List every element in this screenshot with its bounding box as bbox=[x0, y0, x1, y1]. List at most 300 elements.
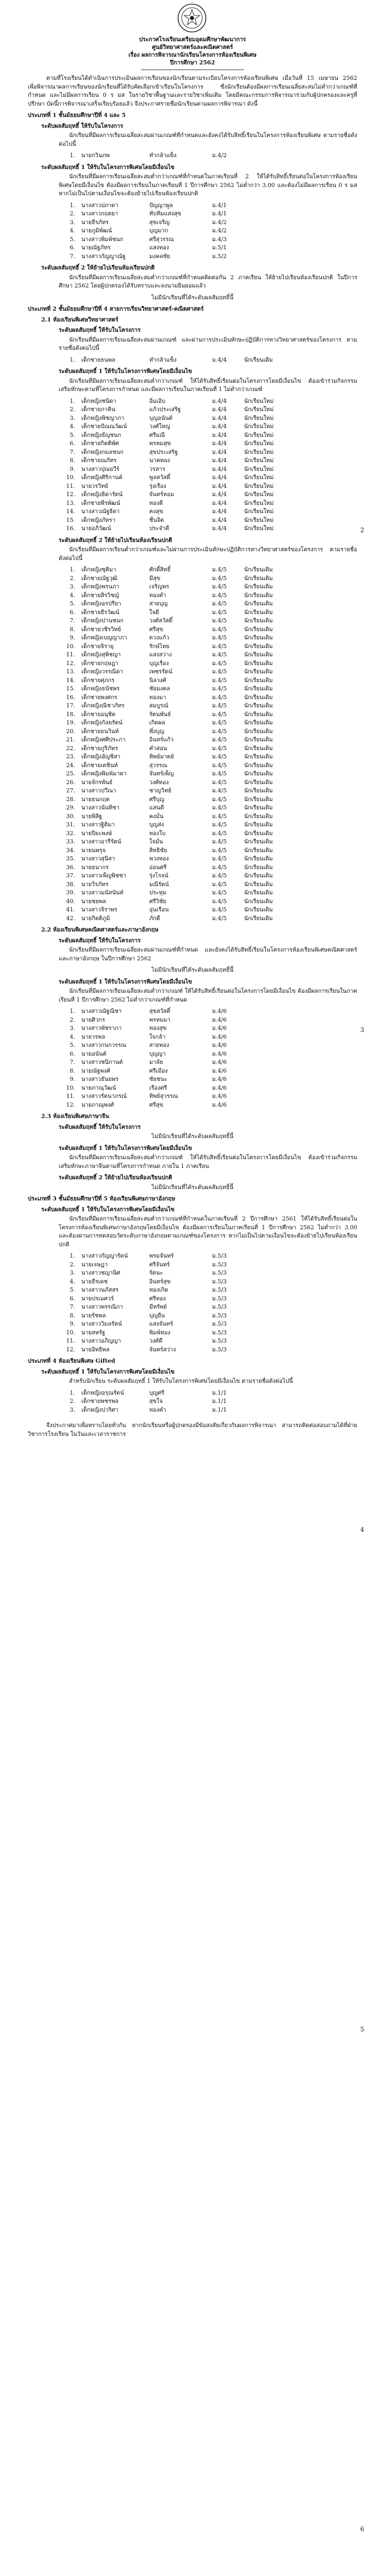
student-last-name: มณีรัตน์ bbox=[149, 880, 169, 888]
student-class: ม.5/3 bbox=[212, 1312, 227, 1319]
student-last-name: ทองสุข bbox=[149, 1025, 167, 1032]
table-row bbox=[61, 405, 309, 414]
student-class: ม.4/2 bbox=[212, 227, 227, 234]
student-remark: นักเรียนเดิม bbox=[244, 804, 273, 811]
student-remark bbox=[241, 1050, 309, 1059]
table-row bbox=[61, 448, 309, 457]
student-class: ม.4/4 bbox=[212, 431, 227, 438]
student-first-name: เด็กชายณภัทร bbox=[81, 457, 117, 464]
student-first-name: เด็กหญิงพรนภา bbox=[81, 583, 119, 590]
no-students-note: ไม่มีนักเรียนที่ได้ระดับผลสัมฤทธิ์นี้ bbox=[151, 967, 234, 974]
student-last-name: สุวรรณ bbox=[149, 761, 167, 769]
table-row bbox=[61, 668, 309, 676]
row-number: 11. bbox=[66, 1337, 75, 1345]
section-2-3-b: ระดับผลสัมฤทธิ์ 1 ให้รับในโครงการพิเศษโดยมีเงื่อนไข bbox=[59, 1144, 192, 1151]
roster-table bbox=[61, 151, 309, 160]
row-number: 12. bbox=[66, 1346, 75, 1353]
student-first-name: นางสาวฐิติมา bbox=[81, 821, 115, 828]
student-class: ม.4/6 bbox=[212, 1025, 227, 1032]
table-row bbox=[61, 422, 309, 431]
table-row bbox=[61, 1286, 309, 1295]
student-first-name: นายธีรภัทร bbox=[81, 218, 109, 226]
student-remark: นักเรียนเดิม bbox=[244, 591, 273, 599]
table-row bbox=[61, 906, 309, 914]
table-row bbox=[61, 1346, 309, 1354]
student-first-name: นางสาวมนัสนันท์ bbox=[81, 889, 124, 896]
student-remark: นักเรียนเดิม bbox=[244, 356, 273, 363]
student-last-name: ชัยชนะ bbox=[149, 1076, 167, 1083]
student-last-name: สิทธิชัย bbox=[149, 846, 167, 854]
section-2-2-a-desc: นักเรียนที่มีผลการเรียนเฉลี่ยสะสมผ่านเกณฑ์ที่กำหนด และยังคงได้รับสิทธิ์เรียนในโครงการห้องเรียนพิเศษคณิตศาสตร์และภาษาอังกฤษ ในปีการศึกษา 2562 bbox=[59, 946, 357, 962]
student-remark bbox=[241, 1337, 309, 1346]
student-class: ม.4/5 bbox=[212, 651, 227, 658]
student-last-name: ศรีจันทร์ bbox=[149, 1261, 170, 1268]
student-first-name: นายธนากร bbox=[81, 863, 109, 871]
row-number: 5. bbox=[69, 600, 75, 607]
student-last-name: สุขสวัสดิ์ bbox=[149, 1008, 170, 1015]
group-3-desc-1: นักเรียนที่มีผลการเรียนเฉลี่ยสะสมต่ำกว่าเกณฑ์ที่กำหนดในภาคเรียนที่ 2 ปีการศึกษา 2561 ให้ได้รับสิทธิ์เรียนต่อในโครงการห้องเรียนพิเศษภาษาอังกฤษโดยมีเงื่อนไข ต้องมีผลการเรียนในภาคเรียนที่ 1 ปีการศึกษา 2562 ไม่ต่ำกว่า 3.00 และต้องผ่านการทดสอบวัดระดับภาษาอังกฤษตามเกณฑ์ของโครงการ หากไม่เป็นไปตามเงื่อนไขจะต้องย้ายไปเรียนห้องเรียนปกติ bbox=[59, 1215, 357, 1248]
table-row bbox=[61, 482, 309, 491]
student-class: ม.5/3 bbox=[212, 1278, 227, 1285]
table-row bbox=[61, 591, 309, 600]
student-remark bbox=[241, 210, 309, 218]
student-first-name: เด็กชายอนุชิต bbox=[81, 710, 116, 718]
student-remark: นักเรียนใหม่ bbox=[244, 482, 274, 489]
no-students-note: ไม่มีนักเรียนที่ได้ระดับผลสัมฤทธิ์นี้ bbox=[151, 1133, 234, 1140]
student-class: ม.5/3 bbox=[212, 1337, 227, 1345]
group-1-title: ประเภทที่ 1 ชั้นมัธยมศึกษาปีที่ 4 และ 5 bbox=[28, 112, 126, 119]
student-last-name: รัตนพันธ์ bbox=[149, 710, 171, 718]
table-row bbox=[61, 583, 309, 591]
student-class: ม.1/1 bbox=[212, 1389, 227, 1396]
student-first-name: นางสาวนันทิชา bbox=[81, 804, 120, 811]
student-last-name: ศักดิ์สิทธิ์ bbox=[149, 566, 171, 573]
student-first-name: นางสาวพัชราภา bbox=[81, 1025, 122, 1032]
student-first-name: นายกวินภพ bbox=[81, 152, 110, 159]
student-first-name: นายปรเมศวร์ bbox=[81, 1295, 114, 1302]
table-row bbox=[61, 770, 309, 778]
table-row bbox=[61, 227, 309, 235]
student-class: ม.4/5 bbox=[212, 659, 227, 667]
row-number: 3. bbox=[69, 1269, 75, 1277]
group-4-sub-1: ระดับผลสัมฤทธิ์ 1 ให้รับในโครงการพิเศษโดยมีเงื่อนไข bbox=[41, 1368, 175, 1375]
group-4-title: ประเภทที่ 4 ห้องเรียนพิเศษ Gifted bbox=[28, 1358, 115, 1365]
student-last-name: บุญยืน bbox=[149, 1312, 165, 1319]
student-first-name: นายภาณุวัฒน์ bbox=[81, 1084, 116, 1091]
row-number: 5. bbox=[69, 235, 75, 243]
student-class: ม.5/2 bbox=[212, 252, 227, 260]
student-first-name: เด็กหญิงชนิดา bbox=[81, 397, 116, 404]
student-remark: นักเรียนใหม่ bbox=[244, 474, 274, 481]
student-remark: นักเรียนเดิม bbox=[244, 685, 273, 692]
student-remark: นักเรียนใหม่ bbox=[244, 525, 274, 532]
table-row bbox=[61, 600, 309, 608]
student-first-name: นางสาวกัญญาณัฐ bbox=[81, 252, 126, 260]
student-first-name: นายภูมิพัฒน์ bbox=[81, 227, 112, 234]
table-row bbox=[61, 397, 309, 406]
row-number: 24. bbox=[66, 761, 75, 769]
student-last-name: เจริญพร bbox=[149, 583, 169, 590]
student-class: ม.4/5 bbox=[212, 906, 227, 913]
row-number: 9. bbox=[69, 634, 75, 641]
student-class: ม.4/6 bbox=[212, 1016, 227, 1023]
student-remark: นักเรียนเดิม bbox=[244, 566, 273, 573]
student-first-name: นางสาววิมลรัตน์ bbox=[81, 1320, 122, 1328]
table-row bbox=[61, 889, 309, 897]
student-first-name: นายเจษฎา bbox=[81, 1261, 108, 1268]
row-number: 16. bbox=[66, 525, 75, 532]
student-class: ม.4/1 bbox=[212, 210, 227, 217]
table-row bbox=[61, 778, 309, 787]
row-number: 5. bbox=[69, 1042, 75, 1049]
student-last-name: ใจดี bbox=[149, 608, 159, 616]
student-first-name: เด็กชายณัฐวุฒิ bbox=[81, 574, 118, 582]
student-class: ม.4/5 bbox=[212, 863, 227, 871]
row-number: 42. bbox=[66, 914, 75, 922]
student-class: ม.4/4 bbox=[212, 423, 227, 430]
student-remark: นักเรียนเดิม bbox=[244, 838, 273, 845]
row-number: 6. bbox=[69, 440, 75, 447]
row-number: 1. bbox=[69, 566, 75, 573]
table-row bbox=[61, 676, 309, 685]
student-first-name: นางสาวพิมพ์ชนก bbox=[81, 235, 124, 243]
table-row bbox=[61, 1092, 309, 1101]
student-remark: นักเรียนเดิม bbox=[244, 583, 273, 590]
group-3-title: ประเภทที่ 3 ชั้นมัธยมศึกษาปีที่ 5 ห้องเรียนพิเศษภาษาอังกฤษ bbox=[28, 1195, 176, 1202]
student-first-name: นายนพรุจ bbox=[81, 846, 106, 854]
table-row bbox=[61, 439, 309, 448]
student-class: ม.4/5 bbox=[212, 736, 227, 743]
table-row bbox=[61, 499, 309, 508]
row-number: 6. bbox=[69, 1050, 75, 1057]
table-row bbox=[61, 1033, 309, 1042]
student-first-name: เด็กหญิงปานชนก bbox=[81, 617, 124, 624]
student-class: ม.1/1 bbox=[212, 1406, 227, 1413]
student-class: ม.4/5 bbox=[212, 761, 227, 769]
student-class: ม.4/5 bbox=[212, 914, 227, 922]
row-number: 7. bbox=[69, 252, 75, 260]
student-class: ม.4/6 bbox=[212, 1059, 227, 1066]
student-last-name: อิ่มเอิบ bbox=[149, 397, 166, 404]
student-first-name: นางสาวกนกวรรณ bbox=[81, 1042, 127, 1049]
student-last-name: วงศ์ทอง bbox=[149, 778, 169, 786]
student-remark: นักเรียนเดิม bbox=[244, 659, 273, 667]
student-first-name: เด็กชายธนวินท์ bbox=[81, 727, 119, 735]
student-class: ม.1/1 bbox=[212, 1398, 227, 1405]
student-remark: นักเรียนใหม่ bbox=[244, 516, 274, 523]
student-last-name: บุญมาก bbox=[149, 227, 168, 234]
header-line-3: เรื่อง ผลการพิจารณานักเรียนโครงการห้องเรียนพิเศษ bbox=[128, 51, 257, 58]
student-remark bbox=[241, 1016, 309, 1025]
student-remark: นักเรียนเดิม bbox=[244, 727, 273, 735]
student-last-name: ศรีสุข bbox=[149, 625, 164, 633]
student-class: ม.4/5 bbox=[212, 787, 227, 794]
student-last-name: ศรีทอง bbox=[149, 1295, 166, 1302]
student-class: ม.4/4 bbox=[212, 499, 227, 506]
student-class: ม.4/4 bbox=[212, 356, 227, 363]
student-first-name: เด็กชายวชิรวิทย์ bbox=[81, 625, 121, 633]
student-last-name: จันทร์เพ็ญ bbox=[149, 770, 174, 777]
row-number: 3. bbox=[69, 1406, 75, 1413]
student-last-name: บุญญา bbox=[149, 1050, 166, 1057]
student-last-name: วงศ์สวัสดิ์ bbox=[149, 617, 173, 624]
table-row bbox=[61, 516, 309, 525]
table-row bbox=[61, 829, 309, 838]
table-row bbox=[61, 872, 309, 880]
student-last-name: พึ่งบุญ bbox=[149, 727, 164, 735]
row-number: 4. bbox=[69, 423, 75, 430]
student-remark: นักเรียนเดิม bbox=[244, 889, 273, 896]
student-last-name: ศรีบุญ bbox=[149, 795, 165, 803]
student-class: ม.4/5 bbox=[212, 617, 227, 624]
student-class: ม.4/6 bbox=[212, 1101, 227, 1108]
student-remark bbox=[241, 1303, 309, 1312]
student-class: ม.5/3 bbox=[212, 1286, 227, 1294]
row-number: 12. bbox=[66, 491, 75, 498]
table-row bbox=[61, 235, 309, 244]
student-class: ม.4/5 bbox=[212, 727, 227, 735]
student-class: ม.4/6 bbox=[212, 1050, 227, 1057]
row-number: 1. bbox=[69, 152, 75, 159]
row-number: 14. bbox=[66, 508, 75, 515]
table-row bbox=[61, 787, 309, 795]
student-first-name: นางสาวณัฐธิดา bbox=[81, 508, 120, 515]
student-class: ม.5/3 bbox=[212, 1252, 227, 1260]
student-first-name: เด็กชายธีรวัฒน์ bbox=[81, 608, 119, 616]
student-class: ม.4/4 bbox=[212, 465, 227, 472]
section-2-1-title: 2.1 ห้องเรียนพิเศษวิทยาศาสตร์ bbox=[41, 316, 119, 323]
row-number: 27. bbox=[66, 787, 75, 794]
row-number: 9. bbox=[69, 1076, 75, 1083]
row-number: 9. bbox=[69, 1320, 75, 1328]
row-number: 4. bbox=[69, 1033, 75, 1040]
student-class: ม.4/5 bbox=[212, 668, 227, 675]
student-last-name: ทับทิมแสงสุข bbox=[149, 210, 182, 217]
student-first-name: เด็กหญิงธนัชพร bbox=[81, 685, 120, 692]
student-first-name: เด็กชายภูริภัทร bbox=[81, 744, 118, 752]
student-first-name: เด็กชายเตชินท์ bbox=[81, 761, 118, 769]
student-last-name: ทิพย์มาตย์ bbox=[149, 753, 174, 760]
student-first-name: เด็กหญิงวรรณิดา bbox=[81, 668, 124, 675]
student-remark: นักเรียนเดิม bbox=[244, 676, 273, 684]
student-last-name: เรืองศรี bbox=[149, 1084, 167, 1091]
student-class: ม.4/5 bbox=[212, 634, 227, 641]
student-remark bbox=[241, 1058, 309, 1067]
student-first-name: นางสาวปุณยวีร์ bbox=[81, 465, 119, 472]
student-remark: นักเรียนเดิม bbox=[244, 634, 273, 641]
row-number: 34. bbox=[66, 846, 75, 854]
student-class: ม.4/5 bbox=[212, 804, 227, 811]
row-number: 10. bbox=[66, 474, 75, 481]
row-number: 8. bbox=[69, 457, 75, 464]
table-row bbox=[61, 846, 309, 855]
student-class: ม.4/5 bbox=[212, 685, 227, 692]
student-remark bbox=[241, 1269, 309, 1278]
table-row bbox=[61, 490, 309, 499]
student-remark: นักเรียนเดิม bbox=[244, 642, 273, 650]
student-first-name: นายสหรัฐ bbox=[81, 1329, 106, 1336]
table-row bbox=[61, 431, 309, 440]
student-remark: นักเรียนเดิม bbox=[244, 770, 273, 777]
student-last-name: ชื่นจิต bbox=[149, 516, 164, 523]
student-class: ม.4/6 bbox=[212, 1093, 227, 1100]
row-number: 2. bbox=[69, 1016, 75, 1023]
student-remark: นักเรียนใหม่ bbox=[244, 457, 274, 464]
student-last-name: เพชรรัตน์ bbox=[149, 668, 172, 675]
student-class: ม.4/5 bbox=[212, 693, 227, 701]
student-last-name: ชัยมงคล bbox=[149, 685, 170, 692]
student-last-name: ดวงแก้ว bbox=[149, 634, 169, 641]
row-number: 1. bbox=[69, 356, 75, 363]
student-remark: นักเรียนเดิม bbox=[244, 719, 273, 726]
row-number: 8. bbox=[69, 625, 75, 633]
student-last-name: รัตนะ bbox=[149, 1269, 163, 1277]
table-row bbox=[61, 812, 309, 821]
student-class: ม.4/5 bbox=[212, 753, 227, 760]
student-class: ม.4/5 bbox=[212, 770, 227, 777]
student-last-name: คงมั่น bbox=[149, 812, 164, 820]
student-remark bbox=[241, 151, 309, 160]
student-last-name: ศรีสุวรรณ bbox=[149, 235, 174, 243]
student-last-name: พรมจันทร์ bbox=[149, 1252, 174, 1260]
student-first-name: เด็กหญิงพิชญาภา bbox=[81, 414, 125, 421]
table-row bbox=[61, 710, 309, 719]
closing-paragraph: จึงประกาศมาเพื่อทราบโดยทั่วกัน หากนักเรียนหรือผู้ปกครองมีข้อสงสัยเกี่ยวกับผลการพิจารณา สามารถติดต่อสอบถามได้ที่ฝ่ายวิชาการโรงเรียน ในวันและเวลาราชการ bbox=[28, 1422, 357, 1437]
intro-paragraph: ตามที่โรงเรียนได้ดำเนินการประเมินผลการเรียนของนักเรียนตามระเบียบโครงการห้องเรียนพิเศษ เมื่อวันที่ 15 เมษายน 2562 เพื่อพิจารณาผลการเรียนของนักเรียนที่ได้รับคัดเลือกเข้าเรียนในโครงการ ซึ่งนักเรียนต้องมีผลการเรียนเฉลี่ยสะสมไม่ต่ำกว่าเกณฑ์ที่กำหนด และไม่มีผลการเรียน 0 ร มส ในรายวิชาพื้นฐานและรายวิชาเพิ่มเติม โดยมีคณะกรรมการพิจารณาร่วมกับผู้ปกครองและครูที่ปรึกษา บัดนี้การพิจารณาเสร็จเรียบร้อยแล้ว จึงประกาศรายชื่อนักเรียนตามผลการพิจารณา ดังนี้ bbox=[28, 75, 357, 107]
section-2-1-c-desc: นักเรียนที่มีผลการเรียนต่ำกว่าเกณฑ์และไม่ผ่านการประเมินทักษะปฏิบัติการทางวิทยาศาสตร์ของโครงการ ตามรายชื่อดังต่อไปนี้ bbox=[59, 546, 357, 562]
student-remark: นักเรียนเดิม bbox=[244, 744, 273, 752]
student-remark bbox=[241, 1041, 309, 1050]
table-row bbox=[61, 507, 309, 516]
student-class: ม.5/3 bbox=[212, 1329, 227, 1336]
student-class: ม.4/4 bbox=[212, 474, 227, 481]
student-class: ม.5/3 bbox=[212, 1295, 227, 1302]
student-remark: นักเรียนใหม่ bbox=[244, 440, 274, 447]
row-number: 20. bbox=[66, 727, 75, 735]
student-remark bbox=[241, 1007, 309, 1016]
student-remark: นักเรียนใหม่ bbox=[244, 423, 274, 430]
table-row bbox=[61, 218, 309, 227]
student-class: ม.4/5 bbox=[212, 829, 227, 837]
student-last-name: เกิดผล bbox=[149, 719, 165, 726]
table-row bbox=[61, 1050, 309, 1059]
student-remark bbox=[241, 1312, 309, 1320]
table-row bbox=[61, 1024, 309, 1033]
student-first-name: เด็กหญิงธิดารัตน์ bbox=[81, 491, 123, 498]
student-class: ม.4/4 bbox=[212, 482, 227, 489]
student-first-name: นายชยพล bbox=[81, 897, 107, 905]
student-last-name: แก้วประเสริฐ bbox=[149, 406, 181, 413]
student-remark: นักเรียนเดิม bbox=[244, 702, 273, 709]
student-first-name: เด็กชายธนพล bbox=[81, 356, 115, 363]
student-last-name: แสงจันทร์ bbox=[149, 1320, 173, 1328]
student-remark: นักเรียนใหม่ bbox=[244, 491, 274, 498]
row-number: 2. bbox=[69, 406, 75, 413]
table-row bbox=[61, 1295, 309, 1303]
student-remark: นักเรียนเดิม bbox=[244, 710, 273, 718]
row-number: 1. bbox=[69, 1252, 75, 1260]
student-class: ม.4/4 bbox=[212, 491, 227, 498]
student-class: ม.5/3 bbox=[212, 1269, 227, 1277]
table-row bbox=[61, 634, 309, 642]
roster-table bbox=[61, 201, 309, 261]
section-2-1-c: ระดับผลสัมฤทธิ์ 2 ให้ย้ายไปเรียนห้องเรียนปกติ bbox=[59, 536, 172, 544]
table-row bbox=[61, 608, 309, 617]
page-number: 4 bbox=[360, 1526, 364, 1533]
student-last-name: อุ่นเรือน bbox=[149, 906, 169, 913]
student-remark bbox=[241, 1286, 309, 1295]
table-row bbox=[61, 685, 309, 693]
table-row bbox=[61, 1389, 309, 1398]
table-row bbox=[61, 1101, 309, 1110]
group-1-sub-3: ระดับผลสัมฤทธิ์ 2 ให้ย้ายไปเรียนห้องเรียนปกติ bbox=[41, 264, 155, 272]
student-first-name: เด็กหญิงอรปรียา bbox=[81, 600, 121, 607]
table-row bbox=[61, 642, 309, 651]
student-last-name: คงสุข bbox=[149, 508, 163, 515]
table-row bbox=[61, 744, 309, 753]
table-row bbox=[61, 1329, 309, 1337]
roster-table bbox=[61, 1007, 309, 1109]
student-last-name: พูลสวัสดิ์ bbox=[149, 474, 170, 481]
student-remark: นักเรียนเดิม bbox=[244, 906, 273, 913]
student-first-name: นางสาวปวีณา bbox=[81, 787, 116, 794]
student-class: ม.4/5 bbox=[212, 880, 227, 888]
student-remark: นักเรียนใหม่ bbox=[244, 397, 274, 404]
student-first-name: เด็กชายพงศกร bbox=[81, 693, 117, 701]
row-number: 4. bbox=[69, 227, 75, 234]
student-class: ม.5/1 bbox=[212, 244, 227, 251]
student-class: ม.4/5 bbox=[212, 744, 227, 752]
student-last-name: มาลัย bbox=[149, 1059, 163, 1066]
student-first-name: เด็กชายศุภกร bbox=[81, 676, 115, 684]
table-row bbox=[61, 651, 309, 659]
student-first-name: นายอภิวัฒน์ bbox=[81, 525, 111, 532]
page-number: 5 bbox=[360, 2026, 364, 2033]
student-first-name: นางสาวชญานิศ bbox=[81, 1269, 120, 1277]
table-row bbox=[61, 1041, 309, 1050]
header-line-2: ศูนย์วิทยาศาสตร์และคณิตศาสตร์ bbox=[152, 43, 233, 50]
row-number: 9. bbox=[69, 465, 75, 472]
student-last-name: ใจมั่น bbox=[149, 838, 163, 845]
student-first-name: นายปิยะพงษ์ bbox=[81, 829, 112, 837]
student-remark bbox=[241, 1067, 309, 1076]
student-remark: นักเรียนเดิม bbox=[244, 608, 273, 616]
table-row bbox=[61, 838, 309, 846]
row-number: 3. bbox=[69, 414, 75, 421]
student-first-name: เด็กหญิงปวริศา bbox=[81, 1406, 118, 1413]
student-remark: นักเรียนเดิม bbox=[244, 625, 273, 633]
student-remark: นักเรียนเดิม bbox=[244, 787, 273, 794]
group-1-desc-3: นักเรียนที่มีผลการเรียนเฉลี่ยสะสมต่ำกว่าเกณฑ์ที่กำหนดติดต่อกัน 2 ภาคเรียน ให้ย้ายไปเรียนห้องเรียนปกติ ในปีการศึกษา 2562 โดยผู้ปกครองได้รับทราบและลงนามยินยอมแล้ว bbox=[59, 274, 357, 290]
student-remark bbox=[241, 252, 309, 261]
roster-table bbox=[61, 397, 309, 533]
table-row bbox=[61, 1337, 309, 1346]
row-number: 18. bbox=[66, 710, 75, 718]
student-last-name: มีสุข bbox=[149, 574, 161, 582]
student-first-name: นายอิทธิพล bbox=[81, 1346, 110, 1353]
table-row bbox=[61, 863, 309, 872]
student-remark bbox=[241, 1295, 309, 1303]
student-remark: นักเรียนเดิม bbox=[244, 855, 273, 862]
student-class: ม.5/3 bbox=[212, 1346, 227, 1353]
row-number: 33. bbox=[66, 838, 75, 845]
student-last-name: ทองใบ bbox=[149, 829, 166, 837]
student-last-name: วงศ์ใหญ่ bbox=[149, 423, 170, 430]
table-row bbox=[61, 1406, 309, 1415]
student-last-name: รุ่งเรือง bbox=[149, 482, 166, 489]
student-class: ม.4/5 bbox=[212, 591, 227, 599]
table-row bbox=[61, 719, 309, 727]
